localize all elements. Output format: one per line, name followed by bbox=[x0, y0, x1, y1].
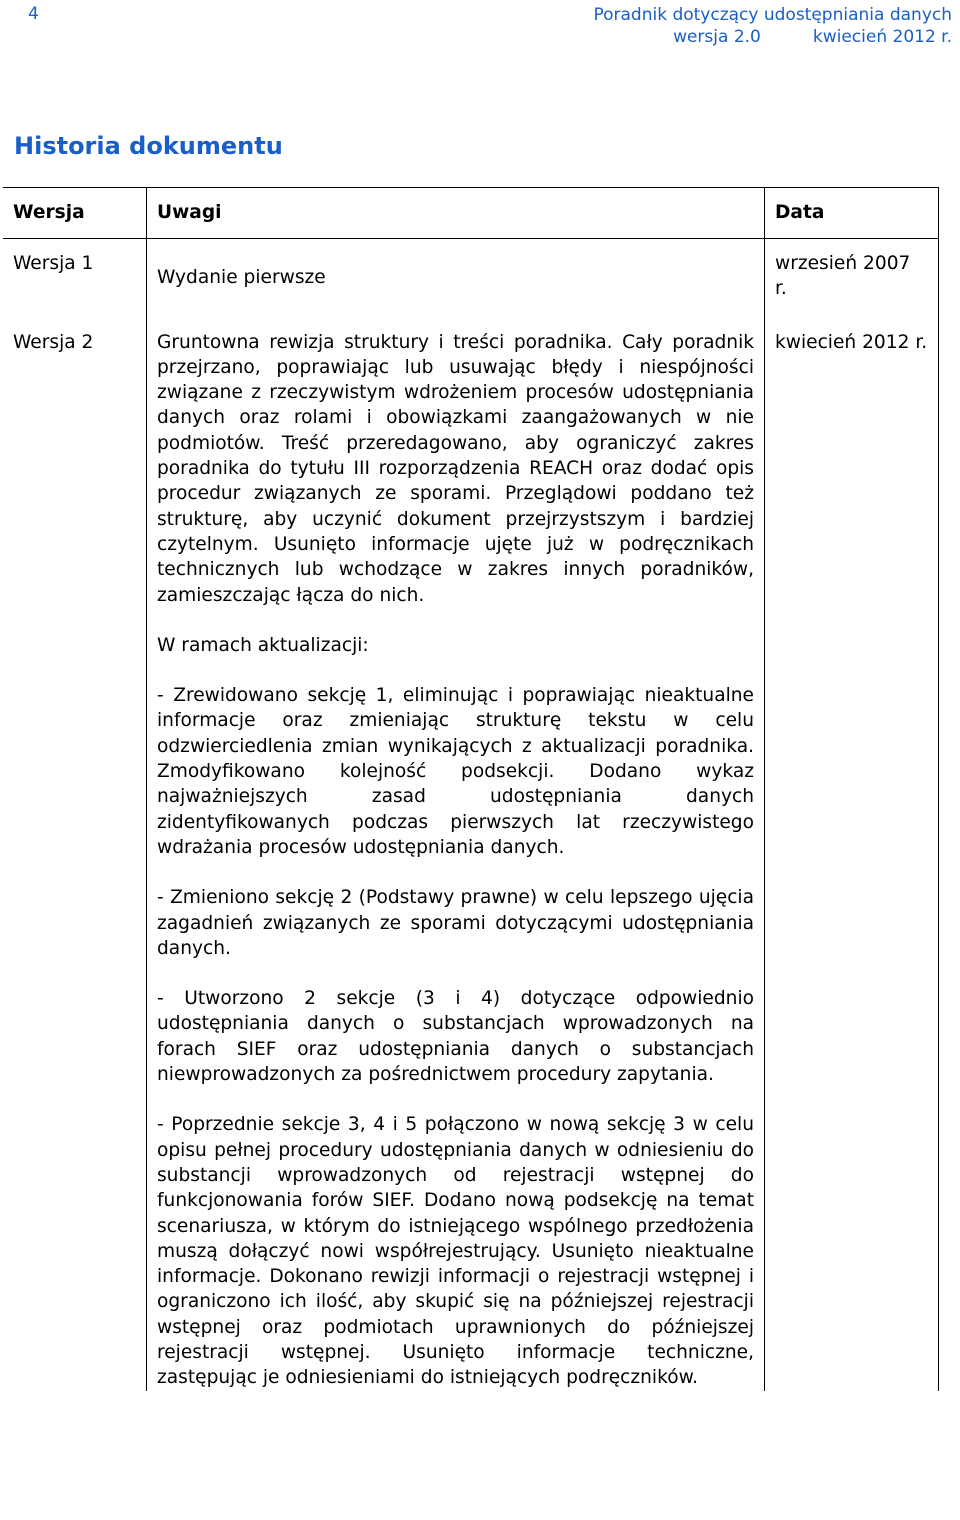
column-header-date: Data bbox=[765, 188, 939, 239]
notes-cell bbox=[147, 239, 765, 308]
version-cell: Wersja 1 bbox=[13, 253, 94, 274]
notes-paragraph: - Utworzono 2 sekcje (3 i 4) dotyczące odpowiednio udostępniania danych o substancjach wprowadzonych na forach SIEF oraz udostępniania danych o substancjach niewprowadzonych za pośrednictwem procedury zapytania. bbox=[157, 988, 754, 1086]
notes-cell bbox=[147, 308, 765, 1391]
version-date-line bbox=[532, 26, 952, 48]
notes-paragraph: - Zrewidowano sekcję 1, eliminując i poprawiając nieaktualne informacje oraz zmieniając strukturę tekstu w celu odzwierciedlenia zmian wynikających z aktualizacji poradnika. Zmodyfikowano kolejność podsekcji. Dodano wykaz najważniejszych zasad udostępniania danych zidentyfikowanych podczas pierwszych lat rzeczywistego wdrażania procesów udostępniania danych. bbox=[157, 685, 754, 858]
history-table bbox=[3, 187, 939, 1391]
column-header-notes: Uwagi bbox=[147, 188, 765, 239]
running-header bbox=[532, 4, 952, 48]
document-history-heading: Historia dokumentu bbox=[14, 132, 283, 160]
notes-paragraph: - Poprzednie sekcje 3, 4 i 5 połączono w nową sekcję 3 w celu opisu pełnej procedury udostępniania danych w odniesieniu do substancji wprowadzonych od rejestracji wstępnej do funkcjonowania forów SIEF. Dodano nową podsekcję na temat scenariusza, w którym do istniejącego wspólnego przedłożenia muszą dołączyć nowi współrejestrujący. Usunięto nieaktualne informacje. Dokonano rewizji informacji o rejestracji wstępnej i ograniczono ich ilość, aby skupić się na późniejszej rejestracji wstępnej oraz podmiotach uprawnionych do późniejszej rejestracji wstępnej. Usunięto informacje techniczne, zastępując je odniesieniami do istniejących podręczników. bbox=[157, 1114, 754, 1389]
notes-paragraph: W ramach aktualizacji: bbox=[157, 634, 369, 656]
table-header-row bbox=[3, 188, 939, 239]
version-cell: Wersja 2 bbox=[13, 331, 94, 353]
notes-paragraph: Gruntowna rewizja struktury i treści poradnika. Cały poradnik przejrzano, poprawiając lub usuwając błędy i niespójności związane z rzeczywistym wdrożeniem procesów udostępniania danych oraz rolami i obowiązkami zaangażowanych w nie podmiotów. Treść przeredagowano, aby ograniczyć zakres poradnika do tytułu III rozporządzenia REACH oraz dodać opis procedur związanych ze sporami. Przeglądowi poddano też strukturę, aby uczynić dokument przejrzystszym i bardziej czytelnym. Usunięto informacje ujęte już w podręcznikach technicznych lub wchodzące w zakres innych poradników, zamieszczając łącza do nich. bbox=[157, 331, 754, 606]
column-header-version: Wersja bbox=[3, 188, 147, 239]
date-cell: kwiecień 2012 r. bbox=[765, 308, 939, 1391]
date-cell: wrzesień 2007 r. bbox=[765, 239, 939, 308]
guide-title: Poradnik dotyczący udostępniania danych bbox=[593, 5, 952, 25]
notes-paragraph: Wydanie pierwsze bbox=[157, 267, 326, 288]
page-number: 4 bbox=[28, 4, 39, 24]
table-row bbox=[3, 239, 939, 308]
header-version: wersja 2.0 bbox=[673, 27, 761, 47]
notes-paragraph: - Zmieniono sekcję 2 (Podstawy prawne) w celu lepszego ujęcia zagadnień związanych ze sporami dotyczącymi udostępniania danych. bbox=[157, 887, 754, 959]
header-date: kwiecień 2012 r. bbox=[812, 27, 952, 47]
table-row bbox=[3, 308, 939, 1391]
